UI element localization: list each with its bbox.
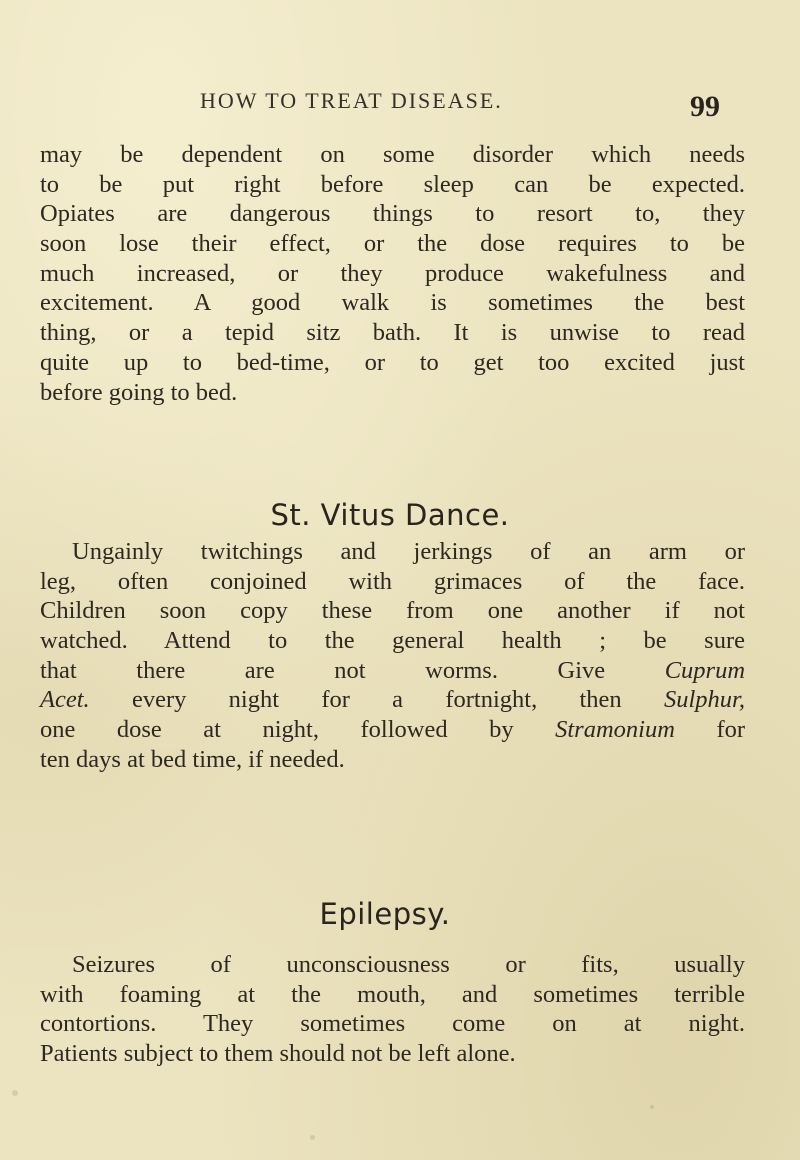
section-heading-st-vitus-dance: St. Vitus Dance. [270, 498, 510, 532]
paragraph-epilepsy [40, 950, 745, 1069]
paragraph-st-vitus-dance [40, 537, 745, 775]
paper-foxing-spot [12, 1090, 18, 1096]
paper-foxing-spot [650, 1105, 654, 1109]
remedy-acet: Acet. [40, 686, 90, 714]
text-line: ten days at bed time, if needed. [40, 745, 345, 773]
text-line: quite up to bed-time, or to get too excited just [40, 348, 745, 376]
text-line: to be put right before sleep can be expected. [40, 170, 745, 198]
text-fragment: every night for a fortnight, then [131, 686, 622, 714]
text-line: leg, often conjoined with grimaces of the face. [40, 567, 745, 595]
text-line: much increased, or they produce wakefulness and [40, 259, 745, 287]
text-line: with foaming at the mouth, and sometimes terrible [40, 980, 745, 1008]
running-title: HOW TO TREAT DISEASE. [200, 88, 503, 113]
text-line: Opiates are dangerous things to resort to, they [40, 200, 745, 228]
text-line-with-remedy [40, 656, 745, 686]
text-line: before going to bed. [40, 378, 238, 406]
text-line: Patients subject to them should not be left alone. [40, 1040, 516, 1068]
remedy-stramonium: Stramonium [555, 716, 675, 744]
text-fragment: that there are not worms. Give [40, 656, 606, 684]
text-line: Seizures of unconsciousness or fits, usually [72, 951, 745, 978]
text-line: Children soon copy these from one another if not [40, 597, 745, 625]
section-heading-epilepsy: Epilepsy. [319, 897, 451, 931]
paper-foxing-spot [310, 1135, 315, 1140]
remedy-cuprum: Cuprum [664, 656, 746, 684]
text-line: may be dependent on some disorder which needs [40, 141, 745, 168]
page-number: 99 [690, 90, 720, 123]
text-line: Ungainly twitchings and jerkings of an arm or [72, 538, 745, 565]
text-line: soon lose their effect, or the dose requires to be [40, 230, 745, 258]
text-line: thing, or a tepid sitz bath. It is unwise to read [40, 319, 745, 347]
text-line: contortions. They sometimes come on at night. [40, 1010, 745, 1038]
text-fragment: one dose at night, followed by [40, 716, 514, 744]
text-line: excitement. A good walk is sometimes the best [40, 289, 745, 317]
running-header [0, 80, 800, 123]
text-line: watched. Attend to the general health ; be sure [40, 627, 745, 655]
text-fragment: for [716, 716, 746, 744]
text-line-with-remedy [40, 685, 745, 715]
remedy-sulphur: Sulphur, [663, 686, 745, 714]
text-line-with-remedy [40, 715, 745, 745]
paragraph-sleep-advice [40, 140, 745, 407]
